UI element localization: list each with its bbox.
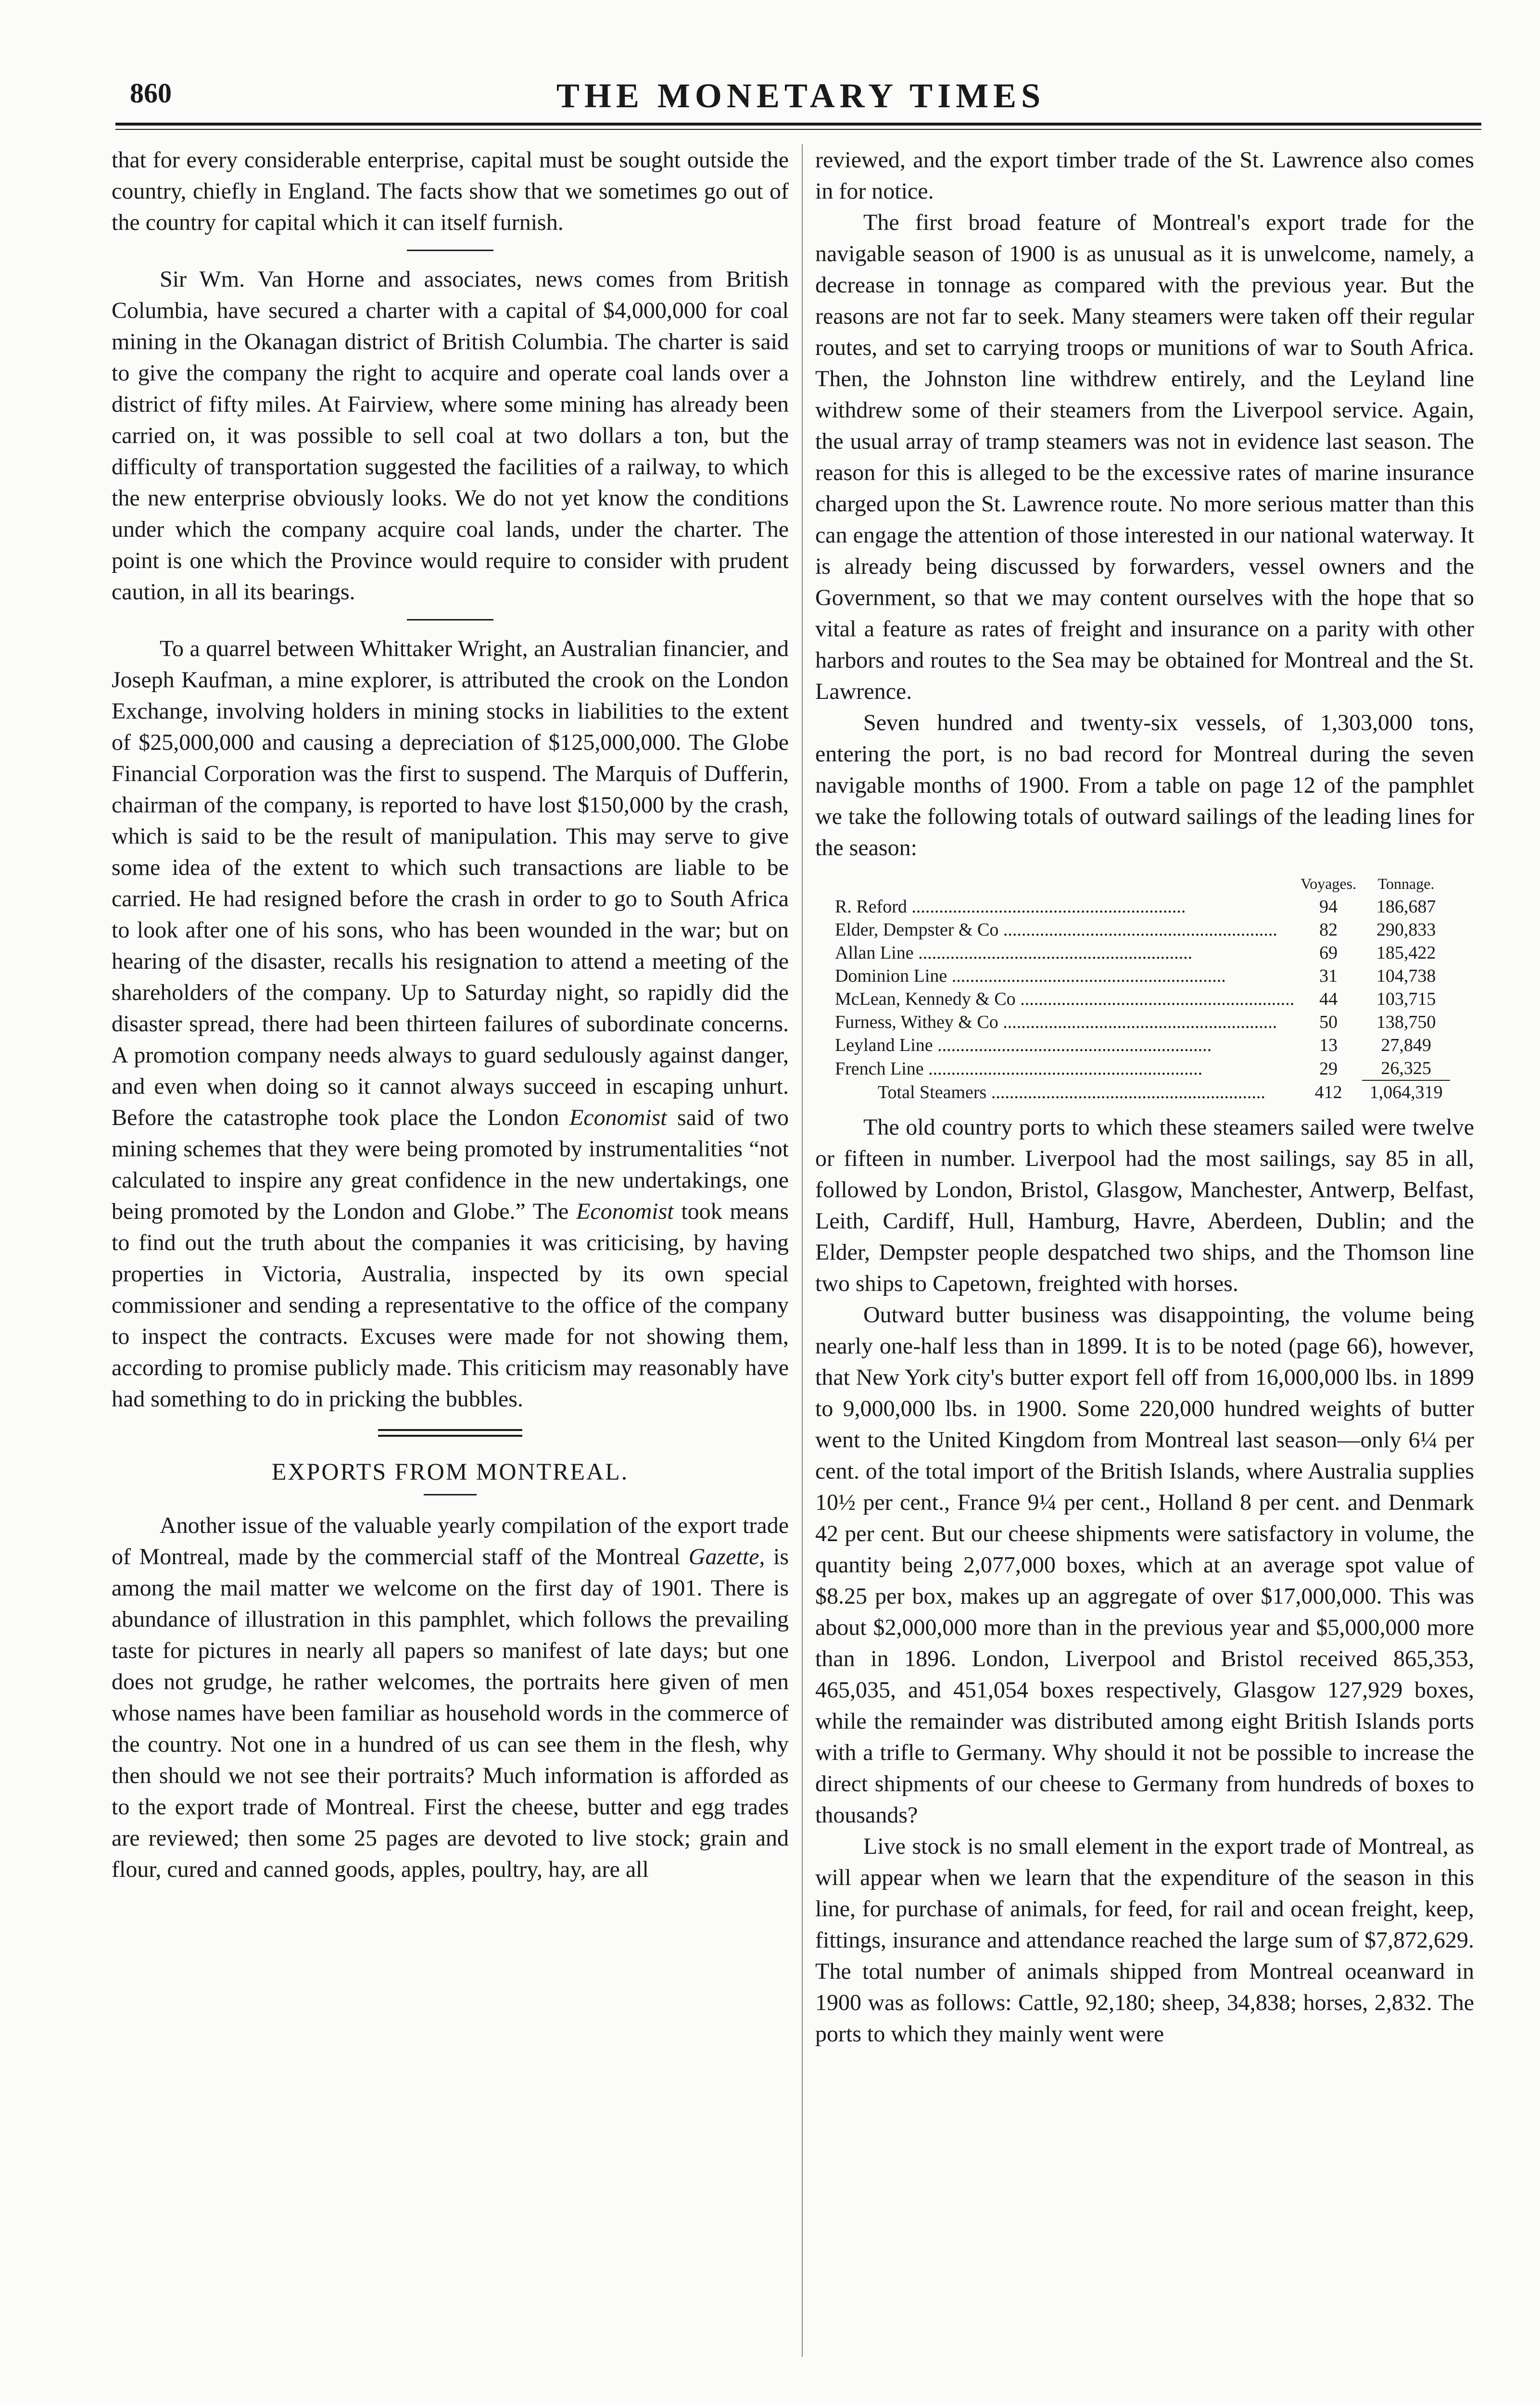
left-column xyxy=(112,144,789,1885)
paragraph: The first broad feature of Montreal's export trade for the navigable season of 1900 is as unusual as it is unwelcome, namely, a decrease in tonnage as compared with the previous year. But the reasons are not far to seek. Many steamers were taken off their regular routes, and set to carrying troops or munitions of war to South Africa. Then, the Johnston line withdrew entirely, and the Leyland line withdrew some of their steamers from the Liverpool service. Again, the usual array of tramp steamers was not in evidence last season. The reason for this is alleged to be the excessive rates of marine insurance charged upon the St. Lawrence route. No more serious matter than this can engage the attention of those interested in our national waterway. It is already being discussed by forwarders, vessel owners and the Government, so that we may content ourselves with the hope that so vital a feature as rates of freight and insurance on a parity with other harbors and routes to the Sea may be obtained for Montreal and the St. Lawrence. xyxy=(815,210,1474,704)
page-header xyxy=(115,72,1486,120)
tonnage-cell: 104,738 xyxy=(1376,966,1436,986)
text-run: Another issue of the valuable yearly compilation of the export trade of Montreal, made by the commercial staff of the Montreal xyxy=(112,1513,789,1570)
tonnage-cell: 290,833 xyxy=(1376,920,1436,940)
paragraph: Sir Wm. Van Horne and associates, news comes from British Columbia, have secured a charter with a capital of $4,000,000 for coal mining in the Okanagan district of British Columbia. The charter is said to give the company the right to acquire and operate coal lands over a district of fifty miles. At Fairview, where some mining has already been carried on, it was possible to sell coal at two dollars a ton, but the difficulty of transportation suggested the facilities of a railway, to which the new enterprise obviously looks. We do not yet know the conditions under which the company acquire coal lands, under the charter. The point is one which the Province would require to consider with prudent caution, in all its bearings. xyxy=(112,266,789,605)
total-label: Total Steamers xyxy=(878,1082,987,1102)
text-run: took means to find out the truth about the companies it was criticising, by having properties in Victoria, Australia, inspected by its own special commissioner and sending a representative to the office of the company to inspect the contracts. Excuses were made for not showing them, according to promise publicly made. This criticism may reasonably have had something to do in pricking the bubbles. xyxy=(112,1199,789,1412)
table-row xyxy=(834,987,1450,1011)
tonnage-cell: 27,849 xyxy=(1381,1035,1431,1055)
table-row xyxy=(834,941,1450,964)
voyages-cell: 82 xyxy=(1319,920,1338,940)
paragraph xyxy=(112,1510,789,1885)
table-row xyxy=(834,1011,1450,1034)
line-name: Allan Line xyxy=(835,943,914,963)
voyages-cell: 13 xyxy=(1319,1035,1338,1055)
table-row xyxy=(834,895,1450,918)
voyages-cell: 31 xyxy=(1319,966,1338,986)
separator xyxy=(407,619,493,620)
line-name: Leyland Line xyxy=(835,1035,933,1055)
italic-run: Economist xyxy=(569,1105,667,1130)
italic-run: Economist xyxy=(576,1199,674,1224)
paragraph: Seven hundred and twenty-six vessels, of 1,303,000 tons, entering the port, is no bad record for Montreal during the seven navigable months of 1900. From a table on page 12 of the pamphlet we take the following totals of outward sailings of the leading lines for the season: xyxy=(815,710,1474,861)
sailings-table xyxy=(834,872,1450,1104)
text-run: is among the mail matter we welcome on the first day of 1901. There is abundance of illustration in this pamphlet, which follows the prevailing taste for pictures in nearly all papers so manifest of late days; but one does not grudge, he rather welcomes, the portraits here given of men whose names have been familiar as household words in the commerce of the country. Not one in a hundred of us can see them in the flesh, why then should we not see their portraits? Much information is afforded as to the export trade of Montreal. First the cheese, butter and egg trades are reviewed; then some 25 pages are devoted to live stock; grain and flour, cured and canned goods, apples, poultry, hay, are all xyxy=(112,1544,789,1882)
italic-run: Gazette, xyxy=(688,1544,765,1570)
right-column xyxy=(815,144,1474,2050)
table-header-line xyxy=(834,872,1295,895)
paragraph: that for every considerable enterprise, capital must be sought outside the country, chiefly in England. The facts show that we sometimes go out of the country for capital which it can itself furnish. xyxy=(112,147,789,235)
line-name: R. Reford xyxy=(835,897,907,917)
voyages-cell: 29 xyxy=(1319,1058,1338,1079)
paragraph: Live stock is no small element in the export trade of Montreal, as will appear when we learn that the expenditure of the season in this line, for purchase of animals, for feed, for rail and ocean freight, keep, fittings, insurance and attendance reached the large sum of $7,872,629. The total number of animals shipped from Montreal oceanward in 1900 was as follows: Cattle, 92,180; sheep, 34,838; horses, 2,832. The ports to which they mainly went were xyxy=(815,1834,1474,2047)
table-row xyxy=(834,1034,1450,1057)
tonnage-cell: 26,325 xyxy=(1362,1057,1450,1080)
table-header-row xyxy=(834,872,1450,895)
separator xyxy=(407,250,493,251)
total-tonnage: 1,064,319 xyxy=(1369,1082,1443,1102)
tonnage-cell: 185,422 xyxy=(1376,943,1436,963)
line-name: Furness, Withey & Co xyxy=(835,1012,998,1032)
tonnage-cell: 103,715 xyxy=(1376,989,1436,1009)
voyages-cell: 94 xyxy=(1319,897,1338,917)
paragraph: reviewed, and the export timber trade of the St. Lawrence also comes in for notice. xyxy=(815,147,1474,204)
masthead: THE MONETARY TIMES xyxy=(556,76,1046,115)
tonnage-cell: 186,687 xyxy=(1376,897,1436,917)
voyages-cell: 50 xyxy=(1319,1012,1338,1032)
table-row xyxy=(834,918,1450,941)
separator xyxy=(424,1494,477,1495)
section-title: EXPORTS FROM MONTREAL. xyxy=(271,1458,629,1485)
paragraph xyxy=(112,633,789,1415)
total-voyages: 412 xyxy=(1314,1082,1342,1102)
page-number: 860 xyxy=(130,77,172,109)
text-run: To a quarrel between Whittaker Wright, an Australian financier, and Joseph Kaufman, a mine explorer, is attributed the crook on the London Exchange, involving holders in mining stocks in liabilities to the extent of $25,000,000 and causing a depreciation of $125,000,000. The Globe Financial Corporation was the first to suspend. The Marquis of Dufferin, chairman of the company, is reported to have lost $150,000 by the crash, which is said to be the result of manipulation. This may serve to give some idea of the extent to which such transactions are liable to be carried. He had resigned before the crash in order to go to South Africa to look after one of his sons, who has been wounded in the war; but on hearing of the disaster, recalls his resignation to attend a meeting of the shareholders of the company. Up to Saturday night, so rapidly did the disaster spread, there had been thirteen failures of subordinate concerns. A promotion company needs always to guard sedulously against danger, and even when doing so it cannot always succeed in escaping unhurt. Before the catastrophe took place the London xyxy=(112,636,789,1130)
voyages-cell: 69 xyxy=(1319,943,1338,963)
header-rule-thin xyxy=(115,129,1481,130)
text-run: said of two mining schemes that they were being promoted by instrumentalities “not calculated to inspire any great confidence in the new undertakings, one being promoted by the London and Globe.” The xyxy=(112,1105,789,1224)
line-name: Elder, Dempster & Co xyxy=(835,920,999,940)
table-row xyxy=(834,964,1450,987)
section-double-rule xyxy=(378,1429,522,1437)
line-name: Dominion Line xyxy=(835,966,947,986)
header-rule-thick xyxy=(115,123,1481,126)
paragraph: Outward butter business was disappointing, the volume being nearly one-half less than in 1899. It is to be noted (page 66), however, that New York city's butter export fell off from 16,000,000 lbs. in 1899 to 9,000,000 lbs. in 1900. Some 220,000 hundred weights of butter went to the United Kingdom from Montreal last season—only 6¼ per cent. of the total import of the British Islands, where Australia supplies 10½ per cent., France 9¼ per cent., Holland 8 per cent. and Denmark 42 per cent. But our cheese shipments were satisfactory in volume, the quantity being 2,077,000 boxes, which at an average spot value of $8.25 per box, makes up an aggregate of over $17,000,000. This was about $2,000,000 more than in the previous year and $5,000,000 more than in 1896. London, Liverpool and Bristol received 865,353, 465,035, and 451,054 boxes respectively, Glasgow 127,929 boxes, while the remainder was distributed among eight British Islands ports with a trifle to Germany. Why should it not be possible to increase the direct shipments of our cheese to Germany from hundreds of boxes to thousands? xyxy=(815,1302,1474,1828)
line-name: McLean, Kennedy & Co xyxy=(835,989,1016,1009)
table-row xyxy=(834,1057,1450,1080)
tonnage-cell: 138,750 xyxy=(1376,1012,1436,1032)
table-header-tonnage: Tonnage. xyxy=(1377,875,1435,892)
voyages-cell: 44 xyxy=(1319,989,1338,1009)
table-header-voyages: Voyages. xyxy=(1300,875,1357,892)
line-name: French Line xyxy=(835,1058,924,1079)
column-divider xyxy=(802,144,803,2357)
paragraph: The old country ports to which these steamers sailed were twelve or fifteen in number. Liverpool had the most sailings, say 85 in all, followed by London, Bristol, Glasgow, Manchester, Antwerp, Belfast, Leith, Cardiff, Hull, Hamburg, Havre, Aberdeen, Dublin; and the Elder, Dempster people despatched two ships, and the Thomson line two ships to Capetown, freighted with horses. xyxy=(815,1114,1474,1296)
table-total-row xyxy=(834,1080,1450,1104)
